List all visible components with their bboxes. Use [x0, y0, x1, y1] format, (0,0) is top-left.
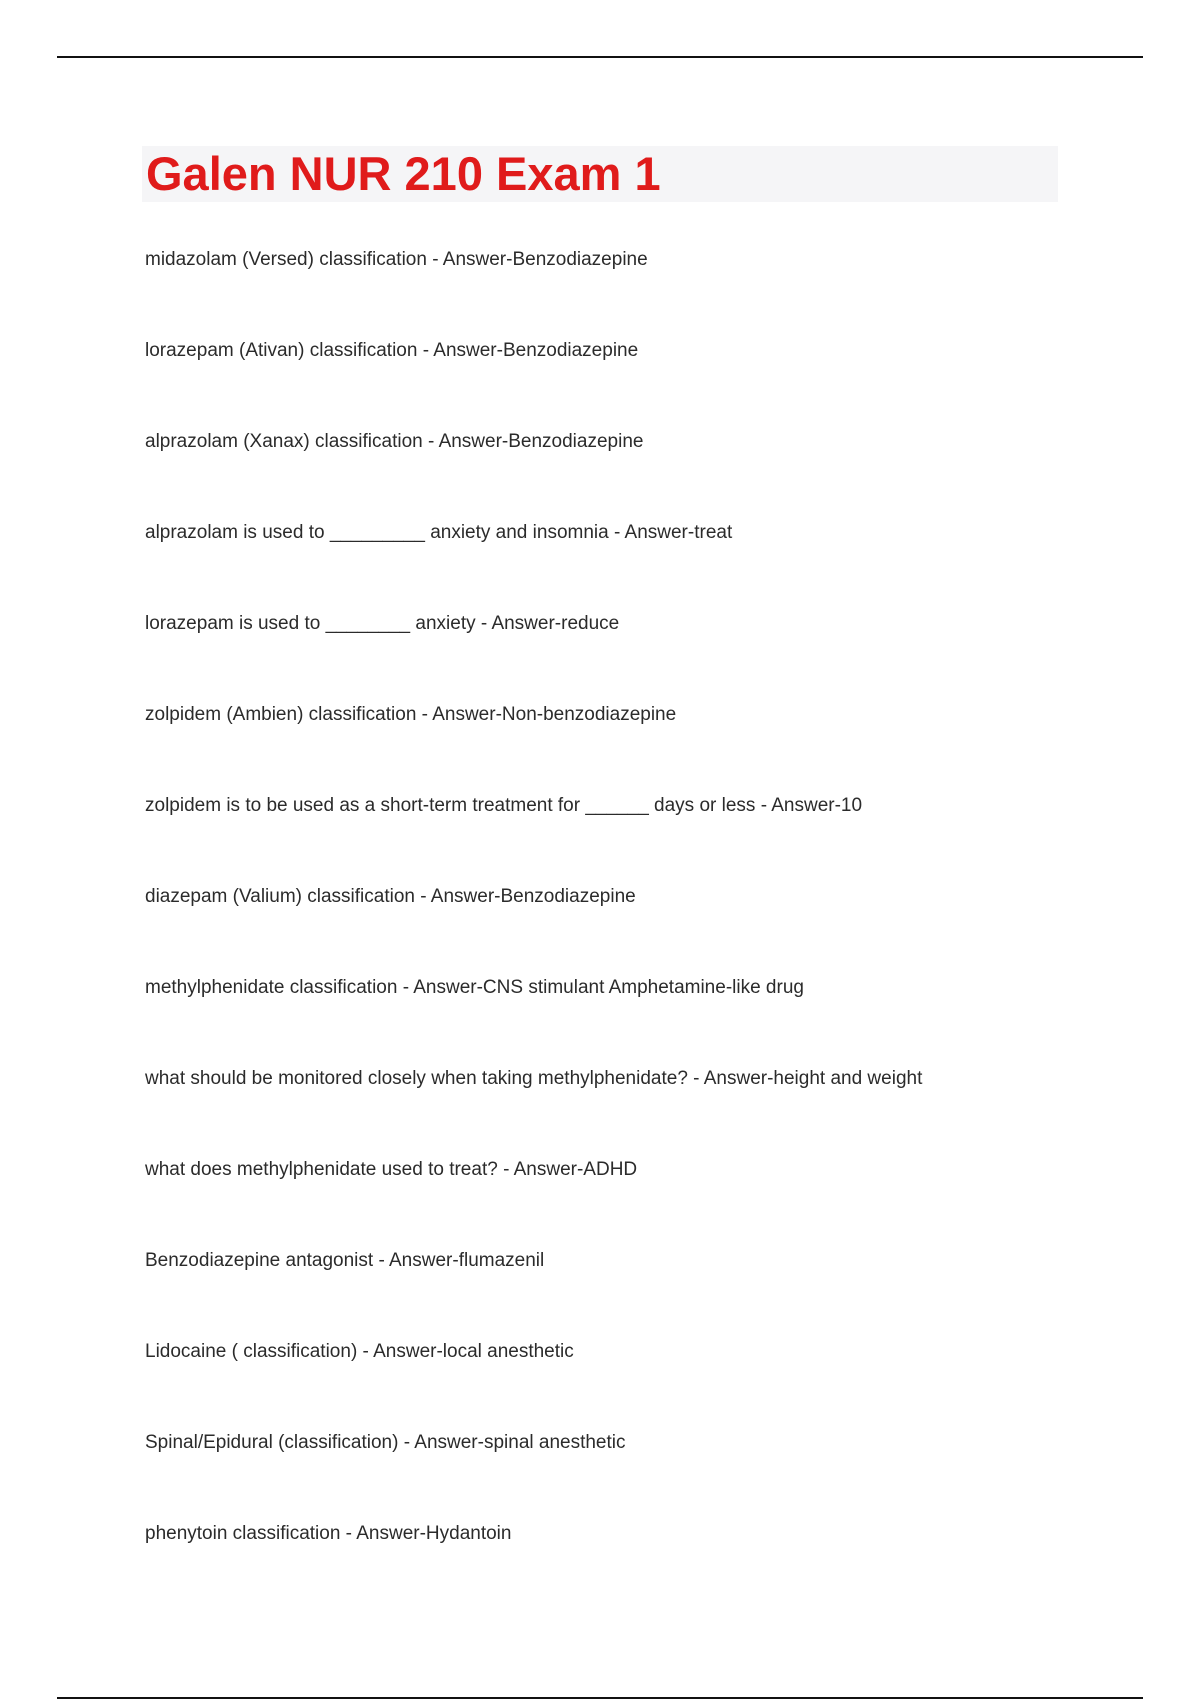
top-rule — [57, 56, 1143, 58]
qa-list — [145, 247, 1045, 1612]
title-banner — [142, 146, 1058, 202]
qa-item-zolpidem-duration: zolpidem is to be used as a short-term treatment for ______ days or less - Answer-10 — [145, 795, 863, 816]
qa-item-methylphenidate-classification: methylphenidate classification - Answer-CNS stimulant Amphetamine-like drug — [145, 977, 804, 998]
qa-item-lorazepam-classification: lorazepam (Ativan) classification - Answer-Benzodiazepine — [145, 340, 639, 361]
qa-item-zolpidem-classification: zolpidem (Ambien) classification - Answer-Non-benzodiazepine — [145, 704, 677, 725]
qa-item-alprazolam-use: alprazolam is used to _________ anxiety and insomnia - Answer-treat — [145, 522, 733, 543]
bottom-rule — [57, 1697, 1143, 1699]
page-title: Galen NUR 210 Exam 1 — [146, 147, 661, 200]
qa-item-phenytoin: phenytoin classification - Answer-Hydantoin — [145, 1523, 512, 1544]
qa-item-diazepam: diazepam (Valium) classification - Answer-Benzodiazepine — [145, 886, 636, 907]
qa-item-midazolam: midazolam (Versed) classification - Answer-Benzodiazepine — [145, 249, 648, 270]
qa-item-methylphenidate-use: what does methylphenidate used to treat? - Answer-ADHD — [145, 1159, 638, 1180]
qa-item-alprazolam-classification: alprazolam (Xanax) classification - Answer-Benzodiazepine — [145, 431, 644, 452]
qa-item-lidocaine: Lidocaine ( classification) - Answer-local anesthetic — [145, 1341, 574, 1362]
qa-item-benzodiazepine-antagonist: Benzodiazepine antagonist - Answer-flumazenil — [145, 1250, 545, 1271]
qa-item-lorazepam-use: lorazepam is used to ________ anxiety - Answer-reduce — [145, 613, 620, 634]
qa-item-spinal-epidural: Spinal/Epidural (classification) - Answer-spinal anesthetic — [145, 1432, 626, 1453]
qa-item-methylphenidate-monitoring: what should be monitored closely when taking methylphenidate? - Answer-height and weight — [145, 1068, 923, 1089]
